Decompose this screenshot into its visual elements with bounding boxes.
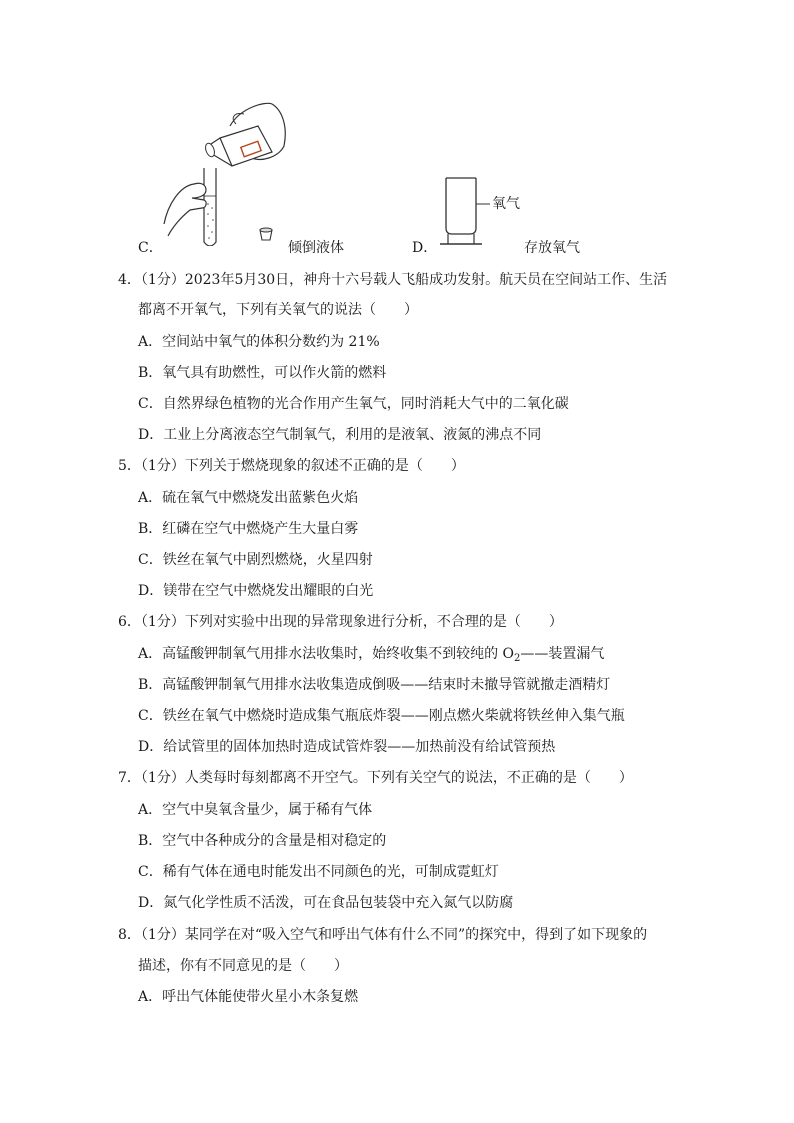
oxygen-label: 氧气 bbox=[492, 196, 520, 212]
question-4-stem: 4．（1分）2023年5月30日，神舟十六号载人飞船成功发射。航天员在空间站工作、生活 bbox=[118, 272, 668, 288]
option-c-caption: 倾倒液体 bbox=[288, 240, 344, 256]
question-6-option-d: D．给试管里的固体加热时造成试管炸裂——加热前没有给试管预热 bbox=[138, 739, 556, 755]
question-4-stem-cont: 都离不开氧气，下列有关氧气的说法（ ） bbox=[138, 302, 418, 318]
pouring-liquid-illustration bbox=[160, 96, 300, 246]
question-8-option-a: A．呼出气体能使带火星小木条复燃 bbox=[138, 989, 359, 1005]
question-8-stem-cont: 描述，你有不同意见的是（ ） bbox=[138, 958, 348, 974]
question-4-option-b: B．氧气具有助燃性，可以作火箭的燃料 bbox=[138, 365, 387, 381]
question-5-option-c: C．铁丝在氧气中剧烈燃烧，火星四射 bbox=[138, 552, 373, 568]
question-5-option-b: B．红磷在空气中燃烧产生大量白雾 bbox=[138, 521, 359, 537]
question-4-option-c: C．自然界绿色植物的光合作用产生氧气，同时消耗大气中的二氧化碳 bbox=[138, 396, 569, 412]
question-4-option-a: A．空间站中氧气的体积分数约为 21% bbox=[138, 334, 380, 350]
question-5-option-d: D．镁带在空气中燃烧发出耀眼的白光 bbox=[138, 583, 374, 599]
question-7-stem: 7．（1分）人类每时每刻都离不开空气。下列有关空气的说法，不正确的是（ ） bbox=[118, 770, 633, 786]
option-c-label: C． bbox=[138, 240, 163, 256]
question-5-option-a: A．硫在氧气中燃烧发出蓝紫色火焰 bbox=[138, 490, 359, 506]
question-6-stem: 6．（1分）下列对实验中出现的异常现象进行分析，不合理的是（ ） bbox=[118, 614, 563, 630]
option-d-caption: 存放氧气 bbox=[524, 240, 580, 256]
question-6-option-b: B．高锰酸钾制氧气用排水法收集造成倒吸——结束时未撤导管就撤走酒精灯 bbox=[138, 677, 611, 693]
question-5-stem: 5．（1分）下列关于燃烧现象的叙述不正确的是（ ） bbox=[118, 458, 465, 474]
question-7-option-c: C．稀有气体在通电时能发出不同颜色的光，可制成霓虹灯 bbox=[138, 864, 499, 880]
question-4-option-d: D．工业上分离液态空气制氧气，利用的是液氧、液氮的沸点不同 bbox=[138, 427, 542, 443]
option-d-label: D． bbox=[412, 240, 438, 256]
question-8-stem: 8．（1分）某同学在对“吸入空气和呼出气体有什么不同”的探究中，得到了如下现象的 bbox=[118, 927, 648, 943]
question-6-option-a: A．高锰酸钾制氧气用排水法收集时，始终收集不到较纯的 $O_2——$装置漏气 bbox=[138, 646, 605, 664]
question-7-option-d: D．氮气化学性质不活泼，可在食品包装袋中充入氮气以防腐 bbox=[138, 895, 514, 911]
question-7-option-b: B．空气中各种成分的含量是相对稳定的 bbox=[138, 833, 387, 849]
question-7-option-a: A．空气中臭氧含量少，属于稀有气体 bbox=[138, 802, 373, 818]
question-6-option-c: C．铁丝在氧气中燃烧时造成集气瓶底炸裂——刚点燃火柴就将铁丝伸入集气瓶 bbox=[138, 708, 625, 724]
